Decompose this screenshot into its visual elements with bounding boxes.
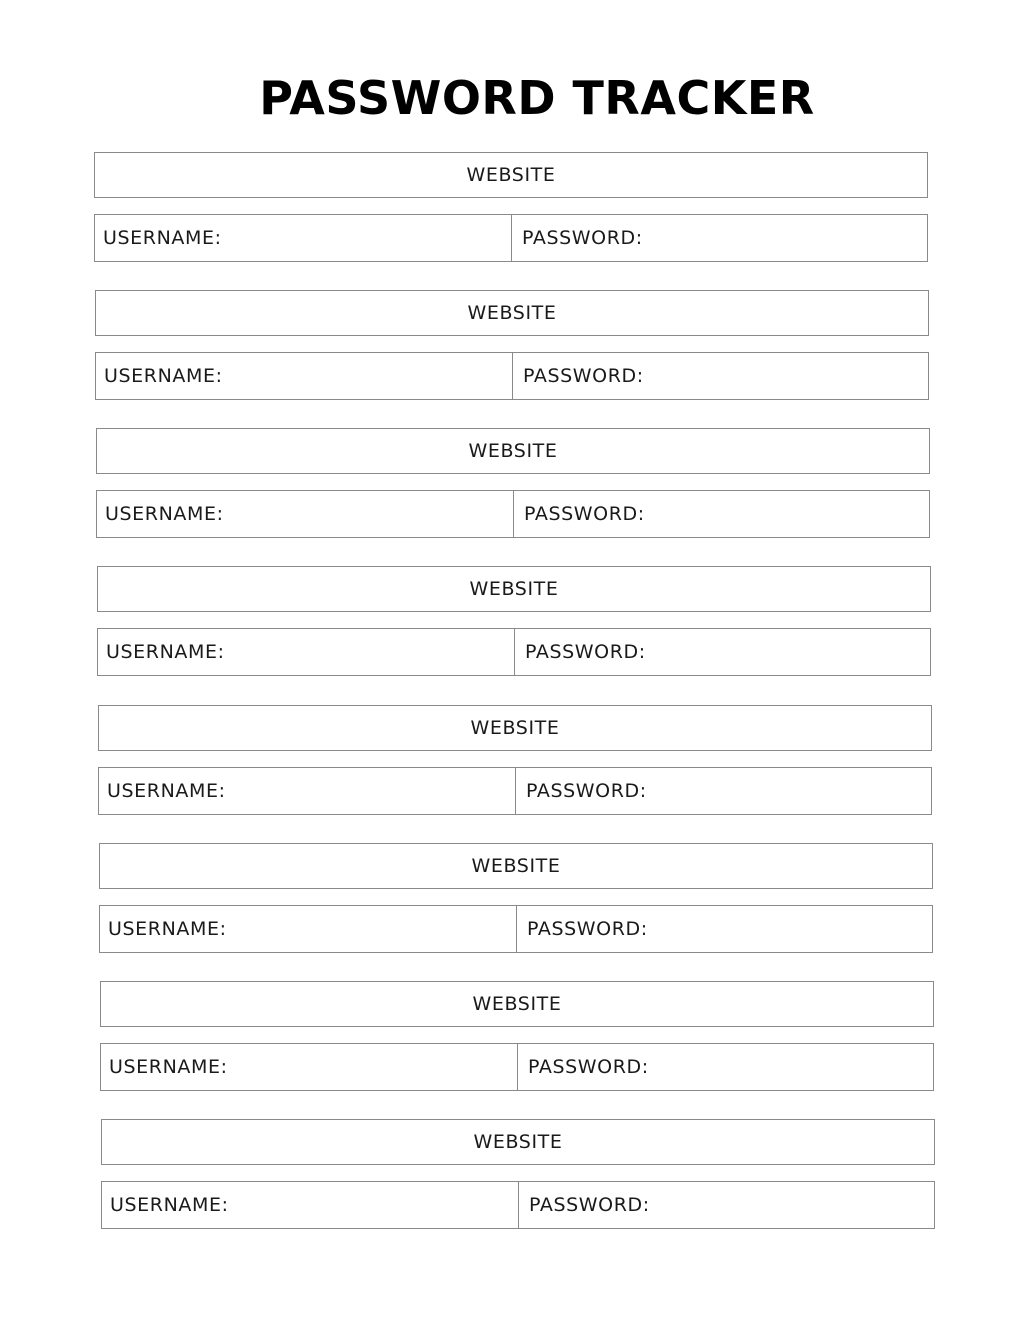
website-field[interactable]: WEBSITE [101, 1119, 935, 1165]
credentials-row [101, 1181, 935, 1229]
website-field[interactable]: WEBSITE [98, 705, 932, 751]
credentials-row [97, 628, 931, 676]
password-field[interactable]: PASSWORD: [517, 1044, 933, 1090]
password-entry [96, 428, 930, 538]
website-field[interactable]: WEBSITE [96, 428, 930, 474]
password-field[interactable]: PASSWORD: [516, 906, 932, 952]
credentials-row [96, 490, 930, 538]
page-title: PASSWORD TRACKER [259, 71, 815, 125]
password-entry [97, 566, 931, 676]
password-field[interactable]: PASSWORD: [518, 1182, 934, 1228]
credentials-row [100, 1043, 934, 1091]
username-field[interactable]: USERNAME: [104, 365, 223, 387]
password-entry [94, 152, 928, 262]
website-field[interactable]: WEBSITE [99, 843, 933, 889]
password-field[interactable]: PASSWORD: [511, 215, 927, 261]
username-field[interactable]: USERNAME: [106, 641, 225, 663]
username-field[interactable]: USERNAME: [109, 1056, 228, 1078]
username-field[interactable]: USERNAME: [108, 918, 227, 940]
password-entry [99, 843, 933, 953]
username-field[interactable]: USERNAME: [103, 227, 222, 249]
password-entry [98, 705, 932, 815]
website-field[interactable]: WEBSITE [97, 566, 931, 612]
credentials-row [95, 352, 929, 400]
website-field[interactable]: WEBSITE [94, 152, 928, 198]
credentials-row [99, 905, 933, 953]
credentials-row [98, 767, 932, 815]
username-field[interactable]: USERNAME: [110, 1194, 229, 1216]
password-field[interactable]: PASSWORD: [514, 629, 930, 675]
website-field[interactable]: WEBSITE [95, 290, 929, 336]
credentials-row [94, 214, 928, 262]
password-entry [95, 290, 929, 400]
username-field[interactable]: USERNAME: [107, 780, 226, 802]
password-entry [100, 981, 934, 1091]
username-field[interactable]: USERNAME: [105, 503, 224, 525]
website-field[interactable]: WEBSITE [100, 981, 934, 1027]
password-field[interactable]: PASSWORD: [513, 491, 929, 537]
password-entry [101, 1119, 935, 1229]
password-field[interactable]: PASSWORD: [512, 353, 928, 399]
password-field[interactable]: PASSWORD: [515, 768, 931, 814]
